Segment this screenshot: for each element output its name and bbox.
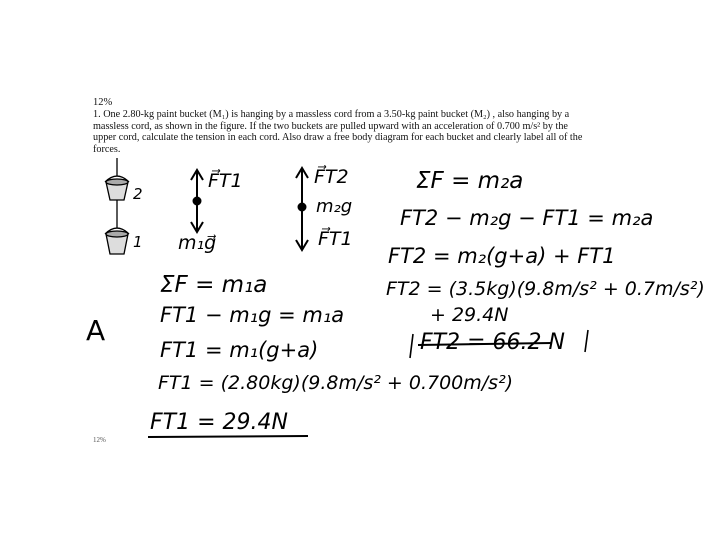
fbd2-lower-tension-label: F⃗T1: [318, 228, 353, 250]
right-eq-newton: ΣF = m₂a: [416, 168, 524, 194]
figure-label-1: 1: [133, 233, 143, 251]
answer-box-right: [585, 330, 588, 352]
right-eq-sum: FT2 − m₂g − FT1 = m₂a: [400, 206, 654, 230]
left-eq-solve: FT1 = m₁(g+a): [160, 338, 319, 362]
score-percent: 12%: [93, 97, 113, 108]
right-eq-substitute: FT2 = (3.5kg)(9.8m/s² + 0.7m/s²): [386, 278, 705, 300]
fbd1-tension-label: F⃗T1: [208, 170, 243, 192]
answer-box-left: [410, 334, 413, 358]
next-problem-cutoff: 12%: [93, 436, 106, 444]
left-eq-sum: FT1 − m₁g = m₁a: [160, 303, 345, 327]
answer-ft2: FT2 = 66.2 N: [420, 330, 565, 355]
problem-statement: 1. One 2.80-kg paint bucket (M₁) is hanging by a massless cord from a 3.50-kg paint bucket (M₂) , also hanging by a massless cord, as shown in the figure. If the two buckets are pulled upward with an acceleration of 0.700 m/s² by the upper cord, calculate the tension in each cord. Also draw a free body diagram for each bucket and clearly label all of the forces.: [93, 109, 583, 155]
bucket-figure: [105, 158, 129, 254]
figure-label-2: 2: [133, 185, 143, 203]
fbd2-tension-label: F⃗T2: [314, 166, 349, 188]
fbd1-weight-label: m₁g⃗: [178, 232, 217, 254]
fbd2-weight-label: m₂g: [316, 196, 353, 217]
answer-underline-ft1: [148, 436, 308, 437]
margin-letter: A: [86, 314, 106, 347]
fbd-bucket-1: [191, 170, 203, 232]
left-eq-substitute: FT1 = (2.80kg)(9.8m/s² + 0.700m/s²): [158, 372, 514, 394]
fbd-bucket-2: [296, 168, 308, 250]
left-eq-newton: ΣF = m₁a: [160, 272, 268, 298]
answer-ft1: FT1 = 29.4N: [150, 410, 288, 435]
right-eq-solve: FT2 = m₂(g+a) + FT1: [388, 244, 616, 268]
right-eq-plus-ft1: + 29.4N: [430, 304, 509, 326]
